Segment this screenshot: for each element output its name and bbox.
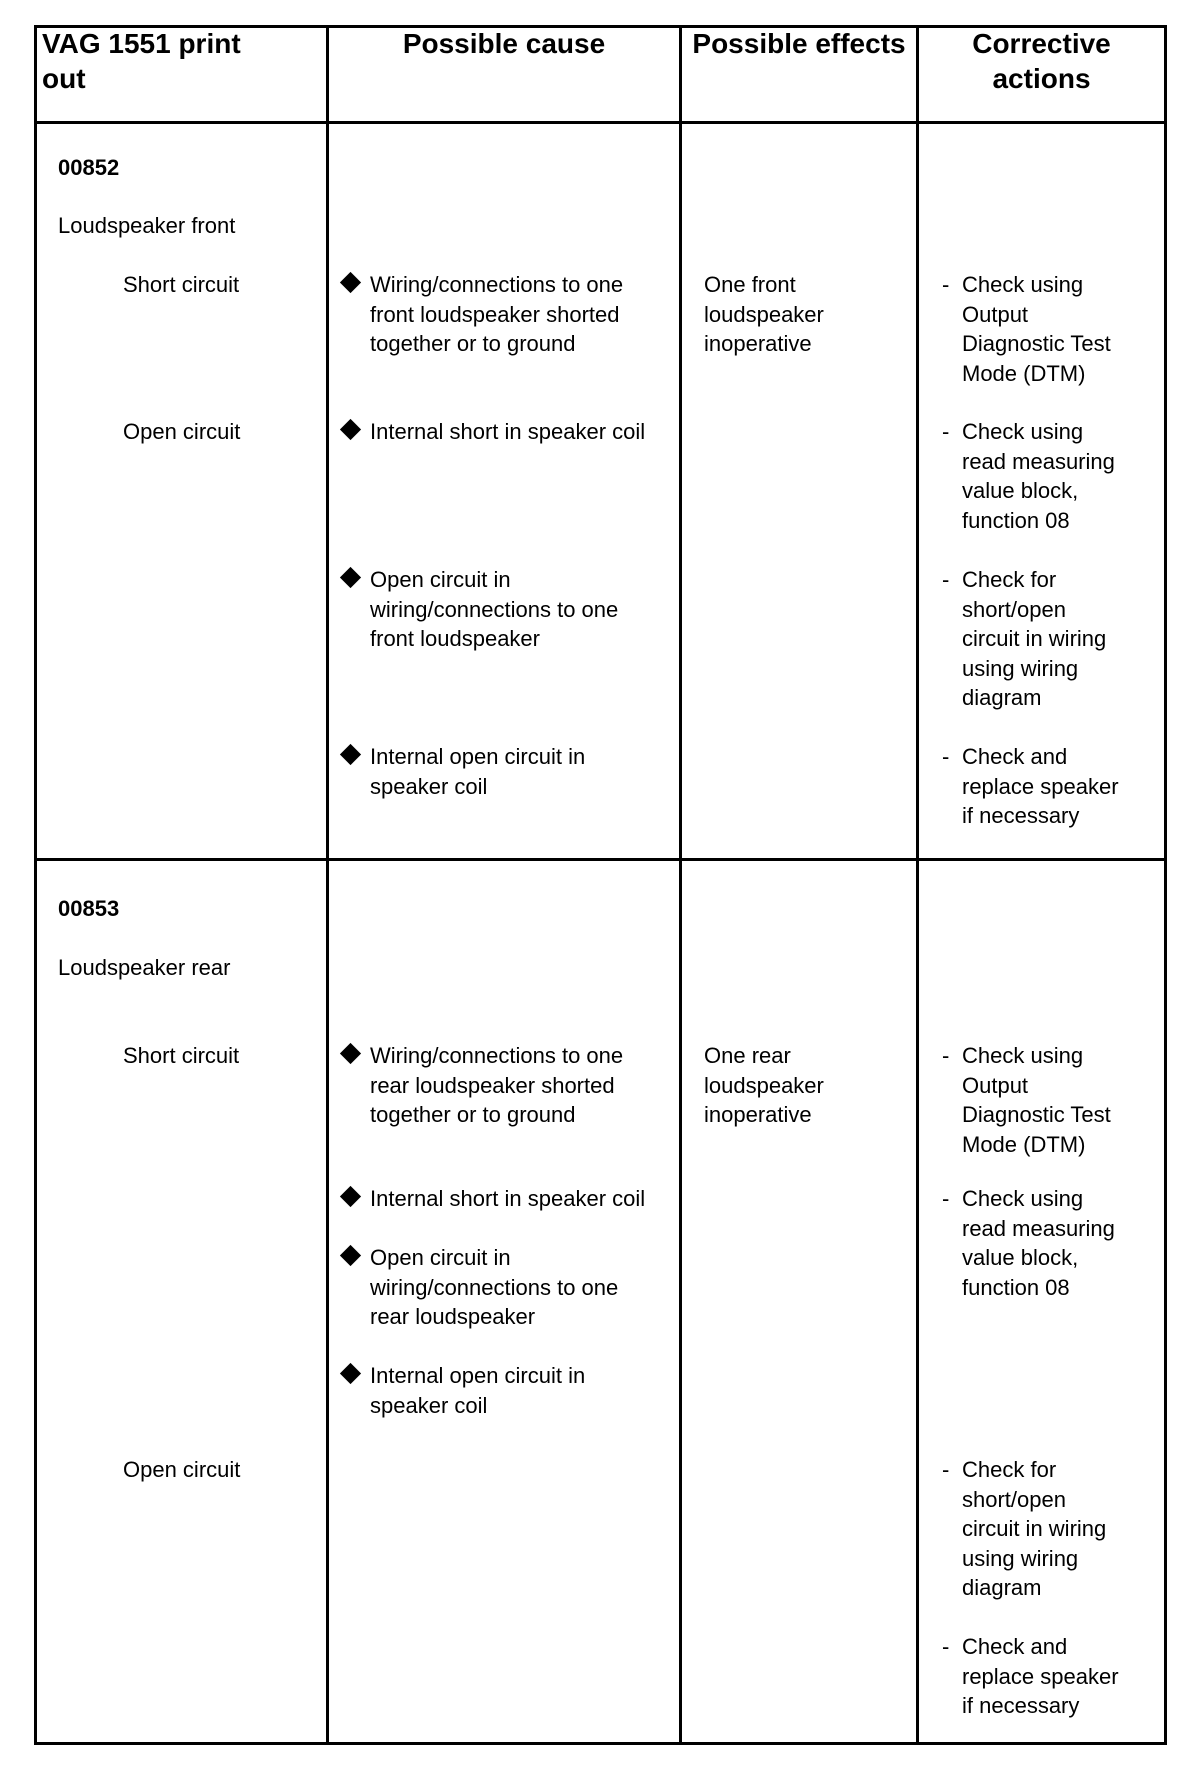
action-text: Check using read measuring value block, function 08 [962, 419, 1115, 533]
action-text: Check for short/open circuit in wiring using wiring diagram [962, 567, 1107, 711]
action-text: Check and replace speaker if necessary [962, 744, 1119, 829]
fault-code: 00853 [58, 896, 120, 921]
cause-text: Wiring/connections to one front loudspeaker shorted together or to ground [370, 272, 624, 357]
action-dash: - [942, 744, 950, 769]
action-text: Check using Output Diagnostic Test Mode (DTM) [962, 272, 1111, 386]
header-possible-effects: Possible effects [692, 28, 906, 59]
condition-label: Short circuit [123, 1043, 240, 1068]
action-text: Check using read measuring value block, function 08 [962, 1186, 1115, 1300]
action-dash: - [942, 1634, 950, 1659]
condition-label: Open circuit [123, 419, 241, 444]
header-corrective-actions: Corrective actions [972, 28, 1111, 94]
action-text: Check using Output Diagnostic Test Mode (DTM) [962, 1043, 1111, 1157]
header-possible-cause: Possible cause [402, 28, 606, 59]
cause-text: Wiring/connections to one rear loudspeaker shorted together or to ground [370, 1043, 624, 1128]
action-dash: - [942, 1186, 950, 1211]
row-divider [34, 858, 1167, 861]
header-vag-printout: VAG 1551 print out [42, 28, 241, 94]
action-text: Check for short/open circuit in wiring using wiring diagram [962, 1457, 1107, 1601]
action-dash: - [942, 1457, 950, 1482]
condition-label: Short circuit [123, 272, 240, 297]
action-dash: - [942, 1043, 950, 1068]
column-divider [916, 25, 919, 1745]
component-name: Loudspeaker rear [58, 955, 231, 980]
effect-text: One front loudspeaker inoperative [704, 272, 824, 357]
component-name: Loudspeaker front [58, 213, 236, 238]
cause-text: Internal short in speaker coil [370, 1186, 646, 1211]
action-dash: - [942, 272, 950, 297]
fault-code: 00852 [58, 155, 120, 180]
effect-text: One rear loudspeaker inoperative [704, 1043, 824, 1128]
cause-text: Internal open circuit in speaker coil [370, 1363, 586, 1418]
cause-text: Open circuit in wiring/connections to one rear loudspeaker [370, 1245, 619, 1330]
action-dash: - [942, 419, 950, 444]
action-text: Check and replace speaker if necessary [962, 1634, 1119, 1719]
cause-text: Internal open circuit in speaker coil [370, 744, 586, 799]
cause-text: Open circuit in wiring/connections to one front loudspeaker [370, 567, 619, 652]
cause-text: Internal short in speaker coil [370, 419, 646, 444]
condition-label: Open circuit [123, 1457, 241, 1482]
header-divider [34, 121, 1167, 124]
action-dash: - [942, 567, 950, 592]
column-divider [679, 25, 682, 1745]
column-divider [326, 25, 329, 1745]
